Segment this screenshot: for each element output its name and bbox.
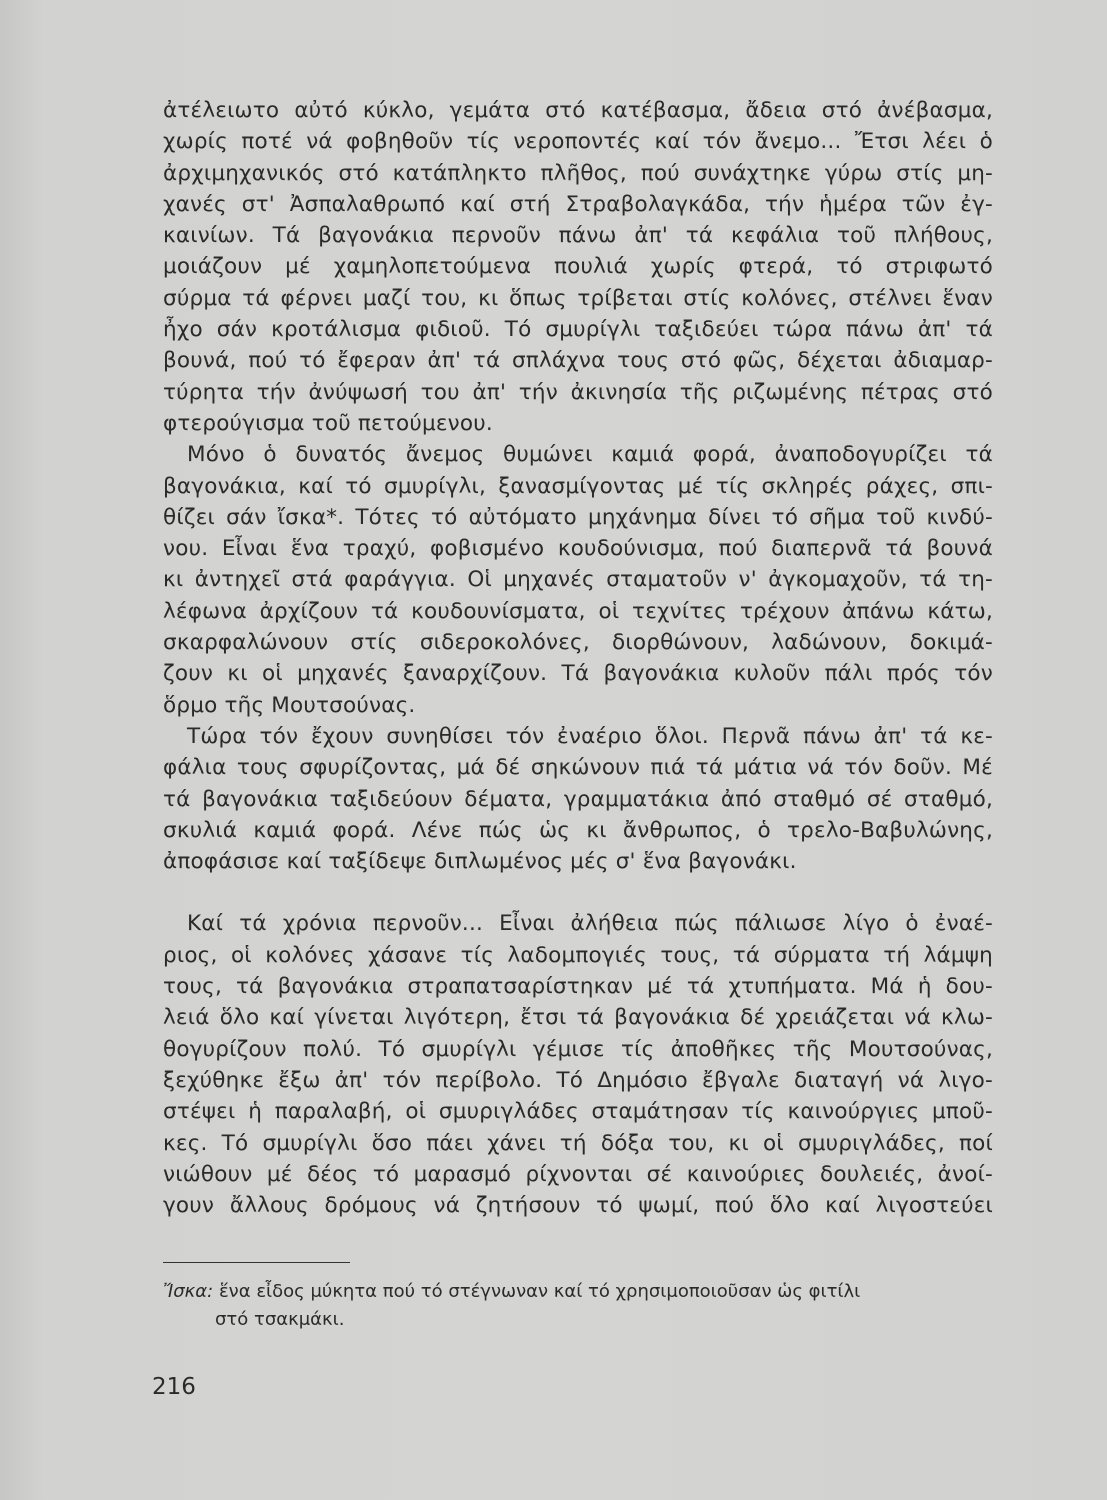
text-line: ὅρμο τῆς Μουτσούνας. (163, 692, 416, 718)
text-line: τά βαγονάκια ταξιδεύουν δέματα, γραμματάκια ἀπό σταθμό σέ σταθμό, (163, 786, 993, 812)
text-line: λειά ὅλο καί γίνεται λιγότερη, ἔτσι τά βαγονάκια δέ χρειάζεται νά κλω- (163, 1005, 993, 1031)
text-line: γουν ἄλλους δρόμους νά ζητήσουν τό ψωμί, πού ὅλο καί λιγοστεύει (163, 1193, 993, 1219)
text-line: καινίων. Τά βαγονάκια περνοῦν πάνω ἀπ' τά κεφάλια τοῦ πλήθους, (163, 223, 993, 249)
page-number: 216 (152, 1374, 196, 1400)
text-line: νου. Εἶναι ἕνα τραχύ, φοβισμένο κουδούνισμα, πού διαπερνᾶ τά βουνά (163, 536, 993, 562)
text-line: θογυρίζουν πολύ. Τό σμυρίγλι γέμισε τίς ἀποθῆκες τῆς Μουτσούνας, (163, 1036, 993, 1062)
text-line: ζουν κι οἱ μηχανές ξαναρχίζουν. Τά βαγονάκια κυλοῦν πάλι πρός τόν (163, 661, 993, 687)
text-line: φάλια τους σφυρίζοντας, μά δέ σηκώνουν πιά τά μάτια νά τόν δοῦν. Μέ (163, 755, 993, 781)
footnote-divider (163, 1262, 350, 1263)
text-line: τύρητα τήν ἀνύψωσή του ἀπ' τήν ἀκινησία τῆς ριζωμένης πέτρας στό (163, 379, 993, 405)
text-line: κες. Τό σμυρίγλι ὅσο πάει χάνει τή δόξα του, κι οἱ σμυριγλάδες, ποί (163, 1130, 993, 1156)
footnote (163, 1278, 993, 1334)
text-line: Μόνο ὁ δυνατός ἄνεμος θυμώνει καμιά φορά, ἀναποδογυρίζει τά (187, 442, 993, 468)
text-line: θίζει σάν ἴσκα*. Τότες τό αὐτόματο μηχάνημα δίνει τό σῆμα τοῦ κινδύ- (163, 504, 993, 530)
text-line: σύρμα τά φέρνει μαζί του, κι ὅπως τρίβεται στίς κολόνες, στέλνει ἕναν (163, 285, 993, 311)
text-line: Καί τά χρόνια περνοῦν... Εἶναι ἀλήθεια πώς πάλιωσε λίγο ὁ ἐναέ- (187, 911, 993, 937)
text-line: σκυλιά καμιά φορά. Λένε πώς ὡς κι ἄνθρωπος, ὁ τρελο-Βαβυλώνης, (163, 817, 993, 843)
footnote-continuation: στό τσακμάκι. (215, 1309, 345, 1330)
text-line: νιώθουν μέ δέος τό μαρασμό ρίχνονται σέ καινούριες δουλειές, ἀνοί- (163, 1161, 993, 1187)
section-gap (163, 877, 993, 908)
text-line: βαγονάκια, καί τό σμυρίγλι, ξανασμίγοντας μέ τίς σκληρές ράχες, σπι- (163, 473, 993, 499)
text-line: ἀτέλειωτο αὐτό κύκλο, γεμάτα στό κατέβασμα, ἄδεια στό ἀνέβασμα, (163, 98, 993, 123)
footnote-text: ἕνα εἶδος μύκητα πού τό στέγνωναν καί τό χρησιμοποιοῦσαν ὡς φιτίλι (218, 1281, 861, 1302)
text-line: τους, τά βαγονάκια στραπατσαρίστηκαν μέ τά χτυπήματα. Μά ἡ δου- (163, 974, 993, 1000)
text-line: βουνά, πού τό ἔφεραν ἀπ' τά σπλάχνα τους στό φῶς, δέχεται ἀδιαμαρ- (163, 348, 993, 374)
text-line: ἀρχιμηχανικός στό κατάπληκτο πλῆθος, πού συνάχτηκε γύρω στίς μη- (163, 160, 993, 186)
text-line: σκαρφαλώνουν στίς σιδεροκολόνες, διορθώνουν, λαδώνουν, δοκιμά- (163, 630, 993, 656)
text-line: μοιάζουν μέ χαμηλοπετούμενα πουλιά χωρίς φτερά, τό στριφωτό (163, 254, 993, 280)
text-line: λέφωνα ἀρχίζουν τά κουδουνίσματα, οἱ τεχνίτες τρέχουν ἀπάνω κάτω, (163, 598, 993, 624)
text-line: στέψει ἡ παραλαβή, οἱ σμυριγλάδες σταμάτησαν τίς καινούργιες μποῦ- (163, 1099, 993, 1125)
main-text (163, 95, 993, 1221)
text-line: κι ἀντηχεῖ στά φαράγγια. Οἱ μηχανές σταματοῦν ν' ἀγκομαχοῦν, τά τη- (163, 567, 993, 593)
text-line: ριος, οἱ κολόνες χάσανε τίς λαδομπογιές τους, τά σύρματα τή λάμψη (163, 942, 993, 968)
text-line: ἦχο σάν κροτάλισμα φιδιοῦ. Τό σμυρίγλι ταξιδεύει τώρα πάνω ἀπ' τά (163, 317, 993, 343)
text-line: Τώρα τόν ἔχουν συνηθίσει τόν ἐναέριο ὅλοι. Περνᾶ πάνω ἀπ' τά κε- (187, 723, 993, 749)
text-line: φτερούγισμα τοῦ πετούμενου. (163, 410, 493, 436)
text-line: ἀποφάσισε καί ταξίδεψε διπλωμένος μές σ' ἕνα βαγονάκι. (163, 849, 797, 875)
text-line: χωρίς ποτέ νά φοβηθοῦν τίς νεροποντές καί τόν ἄνεμο... Ἔτσι λέει ὁ (163, 129, 993, 155)
text-line: ξεχύθηκε ἔξω ἀπ' τόν περίβολο. Τό Δημόσιο ἔβγαλε διαταγή νά λιγο- (163, 1067, 993, 1093)
footnote-term: Ἴσκα: (163, 1281, 214, 1302)
text-line: χανές στ' Ἀσπαλαθρωπό καί στή Στραβολαγκάδα, τήν ἡμέρα τῶν ἐγ- (163, 191, 993, 217)
